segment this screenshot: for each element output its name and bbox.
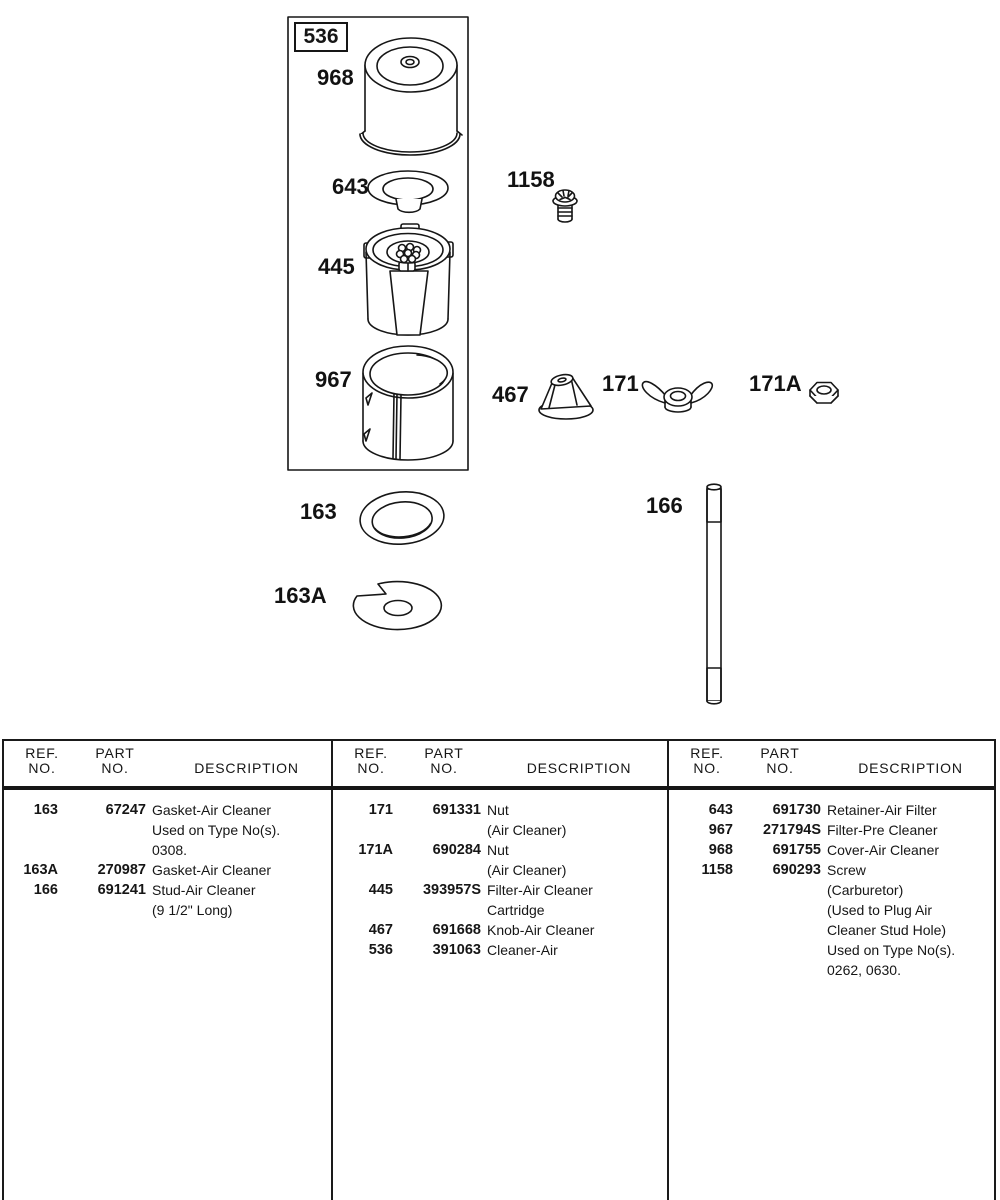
description-cell <box>827 860 994 980</box>
header-line: NO. <box>766 760 794 776</box>
header-line: REF. <box>354 745 388 761</box>
description-line: 0308. <box>152 842 188 858</box>
parts-row <box>681 840 994 860</box>
part-no-header <box>74 746 156 776</box>
description-line: Used on Type No(s). <box>152 822 281 838</box>
parts-row <box>341 880 667 920</box>
gasket-163a-drawing <box>353 582 441 630</box>
callout-536: 536 <box>303 25 339 48</box>
callout-166: 166 <box>646 493 683 518</box>
description-line: Cartridge <box>487 902 545 918</box>
part-no-cell: 393957S <box>422 882 481 898</box>
callout-1158: 1158 <box>507 167 555 192</box>
callout-536-box <box>294 22 348 52</box>
table-panel-2 <box>331 790 667 1200</box>
header-line: PART <box>95 745 135 761</box>
part-no-cell: 691668 <box>432 922 481 938</box>
description-header: DESCRIPTION <box>526 760 632 776</box>
callout-967: 967 <box>315 367 352 392</box>
description-line: Used on Type No(s). <box>827 942 956 958</box>
description-cell <box>827 800 994 820</box>
part-no-cell: 691755 <box>772 842 821 858</box>
ref-no-cell: 445 <box>368 882 393 898</box>
ref-no-cell: 643 <box>708 802 733 818</box>
callout-968: 968 <box>317 65 354 90</box>
ref-no-cell: 536 <box>368 942 393 958</box>
description-line: Cleaner-Air <box>487 942 558 958</box>
screw-1158-drawing <box>553 190 577 222</box>
header-line: NO. <box>693 760 721 776</box>
part-no-cell: 270987 <box>97 862 146 878</box>
header-line: NO. <box>28 760 56 776</box>
description-line: (Carburetor) <box>827 882 904 898</box>
header-line: PART <box>424 745 464 761</box>
description-line: Filter-Air Cleaner <box>487 882 593 898</box>
ref-no-header <box>681 746 733 776</box>
description-line: Cleaner Stud Hole) <box>827 922 947 938</box>
description-line: Cover-Air Cleaner <box>827 842 940 858</box>
ref-no-header <box>16 746 68 776</box>
description-line: Gasket-Air Cleaner <box>152 802 272 818</box>
description-line: Stud-Air Cleaner <box>152 882 256 898</box>
part-no-cell: 691331 <box>432 802 481 818</box>
callout-163: 163 <box>300 499 337 524</box>
part-no-header <box>739 746 821 776</box>
callout-467: 467 <box>492 382 529 407</box>
table-panel-3 <box>667 790 994 1200</box>
description-cell <box>827 820 994 840</box>
header-line: REF. <box>25 745 59 761</box>
description-line: (Used to Plug Air <box>827 902 933 918</box>
ref-no-cell: 171A <box>358 842 393 858</box>
part-no-cell: 690284 <box>432 842 481 858</box>
description-line: Retainer-Air Filter <box>827 802 937 818</box>
description-line: (Air Cleaner) <box>487 822 567 838</box>
description-cell <box>487 920 667 940</box>
parts-row <box>681 800 994 820</box>
part-no-cell: 691241 <box>97 882 146 898</box>
header-line: NO. <box>430 760 458 776</box>
parts-row <box>6 880 331 920</box>
ref-no-header <box>345 746 397 776</box>
ref-no-cell: 967 <box>708 822 733 838</box>
parts-row <box>341 840 667 880</box>
description-cell <box>152 800 331 860</box>
description-line: Filter-Pre Cleaner <box>827 822 938 838</box>
header-line: NO. <box>357 760 385 776</box>
callout-171a: 171A <box>749 371 802 396</box>
part-no-cell: 691730 <box>772 802 821 818</box>
table-header-panel-1 <box>4 741 331 786</box>
ref-no-cell: 163A <box>23 862 58 878</box>
part-no-cell: 271794S <box>762 822 821 838</box>
parts-row <box>6 800 331 860</box>
part-no-header <box>403 746 485 776</box>
ref-no-cell: 968 <box>708 842 733 858</box>
ref-no-cell: 467 <box>368 922 393 938</box>
description-line: Screw <box>827 862 866 878</box>
description-cell <box>487 800 667 840</box>
wing-nut-171-drawing <box>642 382 712 412</box>
callout-171: 171 <box>602 371 639 396</box>
description-line: Nut <box>487 802 509 818</box>
parts-row <box>681 860 994 980</box>
parts-table-header-row <box>4 741 994 790</box>
ref-no-cell: 166 <box>33 882 58 898</box>
ref-no-cell: 171 <box>368 802 393 818</box>
description-line: (Air Cleaner) <box>487 862 567 878</box>
description-cell <box>487 880 667 920</box>
header-line: NO. <box>101 760 129 776</box>
description-line: Nut <box>487 842 509 858</box>
stud-166-drawing <box>707 484 721 704</box>
hex-nut-171a-drawing <box>810 383 838 404</box>
parts-row <box>341 800 667 840</box>
parts-table <box>2 739 996 1200</box>
part-no-cell: 391063 <box>432 942 481 958</box>
part-no-cell: 67247 <box>105 802 146 818</box>
ref-no-cell: 163 <box>33 802 58 818</box>
description-cell <box>487 840 667 880</box>
parts-row <box>6 860 331 880</box>
callout-643: 643 <box>332 174 369 199</box>
table-header-panel-3 <box>667 741 994 786</box>
parts-row <box>341 940 667 960</box>
header-line: PART <box>760 745 800 761</box>
header-line: REF. <box>690 745 724 761</box>
description-header: DESCRIPTION <box>194 760 299 776</box>
description-cell <box>152 860 331 880</box>
description-cell <box>487 940 667 960</box>
parts-table-body <box>4 790 994 1200</box>
description-line: Gasket-Air Cleaner <box>152 862 272 878</box>
callout-445: 445 <box>318 254 355 279</box>
ref-no-cell: 1158 <box>701 862 733 878</box>
description-line: 0262, 0630. <box>827 962 901 978</box>
part-no-cell: 690293 <box>772 862 821 878</box>
knob-air-cleaner-467-drawing <box>539 373 593 419</box>
description-line: (9 1/2" Long) <box>152 902 233 918</box>
table-header-panel-2 <box>331 741 667 786</box>
callout-163a: 163A <box>274 583 327 608</box>
description-cell <box>827 840 994 860</box>
description-line: Knob-Air Cleaner <box>487 922 595 938</box>
description-cell <box>152 880 331 920</box>
gasket-163-drawing <box>358 488 446 547</box>
parts-row <box>341 920 667 940</box>
description-header: DESCRIPTION <box>858 760 963 776</box>
parts-row <box>681 820 994 840</box>
table-panel-1 <box>4 790 331 1200</box>
